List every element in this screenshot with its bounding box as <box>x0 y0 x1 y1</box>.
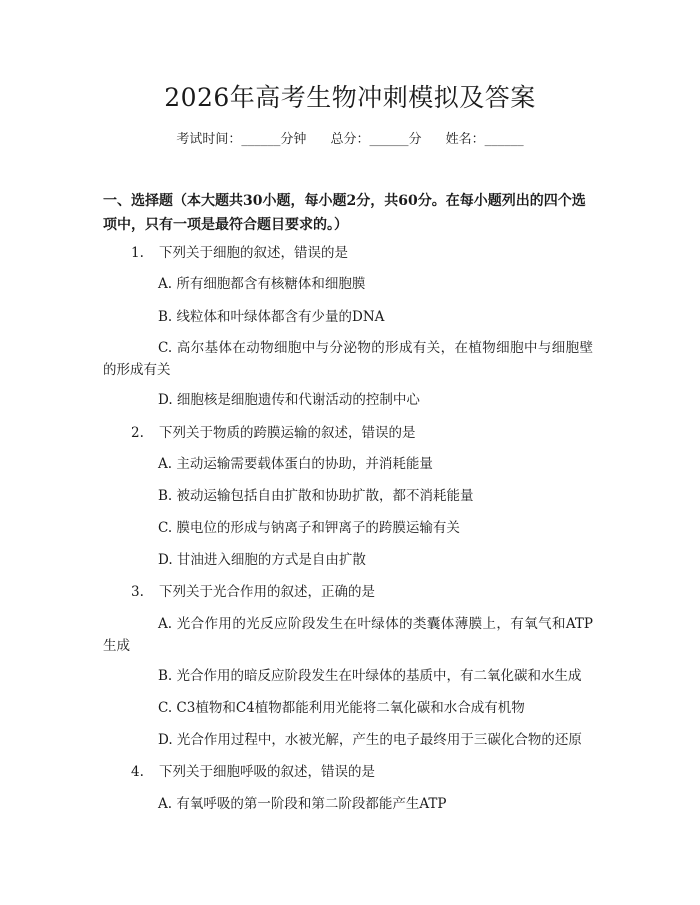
answer-option: A. 有氧呼吸的第一阶段和第二阶段都能产生ATP <box>158 796 447 812</box>
answer-option: D. 甘油进入细胞的方式是自由扩散 <box>158 552 366 568</box>
question-number: 4. <box>131 764 144 780</box>
question-text: 下列关于细胞呼吸的叙述，错误的是 <box>159 764 375 780</box>
total-score-unit: 分 <box>408 132 422 147</box>
answer-option: B. 线粒体和叶绿体都含有少量的DNA <box>158 309 385 325</box>
answer-option: C. 高尔基体在动物细胞中与分泌物的形成有关，在植物细胞中与细胞壁的形成有关 <box>103 340 593 378</box>
question-stem <box>131 581 591 603</box>
page-title: 2026年高考生物冲刺模拟及答案 <box>164 83 536 112</box>
question-number: 2. <box>131 425 144 441</box>
answer-option: B. 光合作用的暗反应阶段发生在叶绿体的基质中，有二氧化碳和水生成 <box>158 668 582 684</box>
exam-time-blank: ______ <box>241 132 281 147</box>
question-text: 下列关于细胞的叙述，错误的是 <box>159 245 348 261</box>
question-number: 3. <box>131 584 144 600</box>
question-stem <box>131 422 591 444</box>
exam-time-field <box>176 132 306 147</box>
section-header: 一、选择题（本大题共30小题，每小题2分，共60分。在每小题列出的四个选项中，只有一项是最符合题目要求的。） <box>103 193 586 233</box>
answer-option: A. 光合作用的光反应阶段发生在叶绿体的类囊体薄膜上，有氧气和ATP生成 <box>103 616 593 654</box>
total-score-blank: ______ <box>369 132 409 147</box>
answer-option: A. 所有细胞都含有核糖体和细胞膜 <box>158 276 366 292</box>
answer-option: D. 光合作用过程中，水被光解，产生的电子最终用于三碳化合物的还原 <box>158 732 582 748</box>
answer-option: A. 主动运输需要载体蛋白的协助，并消耗能量 <box>158 456 433 472</box>
answer-option: C. C3植物和C4植物都能利用光能将二氧化碳和水合成有机物 <box>158 700 525 716</box>
question-stem <box>131 242 591 264</box>
answer-option: C. 膜电位的形成与钠离子和钾离子的跨膜运输有关 <box>158 520 460 536</box>
exam-info-line <box>0 130 700 150</box>
question-number: 1. <box>131 245 144 261</box>
question-text: 下列关于光合作用的叙述，正确的是 <box>159 584 375 600</box>
total-score-label: 总分： <box>330 132 370 147</box>
answer-option: B. 被动运输包括自由扩散和协助扩散，都不消耗能量 <box>158 488 474 504</box>
exam-time-label: 考试时间： <box>176 132 242 147</box>
student-name-blank: ______ <box>484 132 524 147</box>
question-text: 下列关于物质的跨膜运输的叙述，错误的是 <box>159 425 416 441</box>
answer-option: D. 细胞核是细胞遗传和代谢活动的控制中心 <box>158 392 420 408</box>
student-name-field <box>446 132 524 147</box>
student-name-label: 姓名： <box>445 132 485 147</box>
question-stem <box>131 761 591 783</box>
total-score-field <box>330 132 421 147</box>
exam-time-unit: 分钟 <box>280 132 307 147</box>
